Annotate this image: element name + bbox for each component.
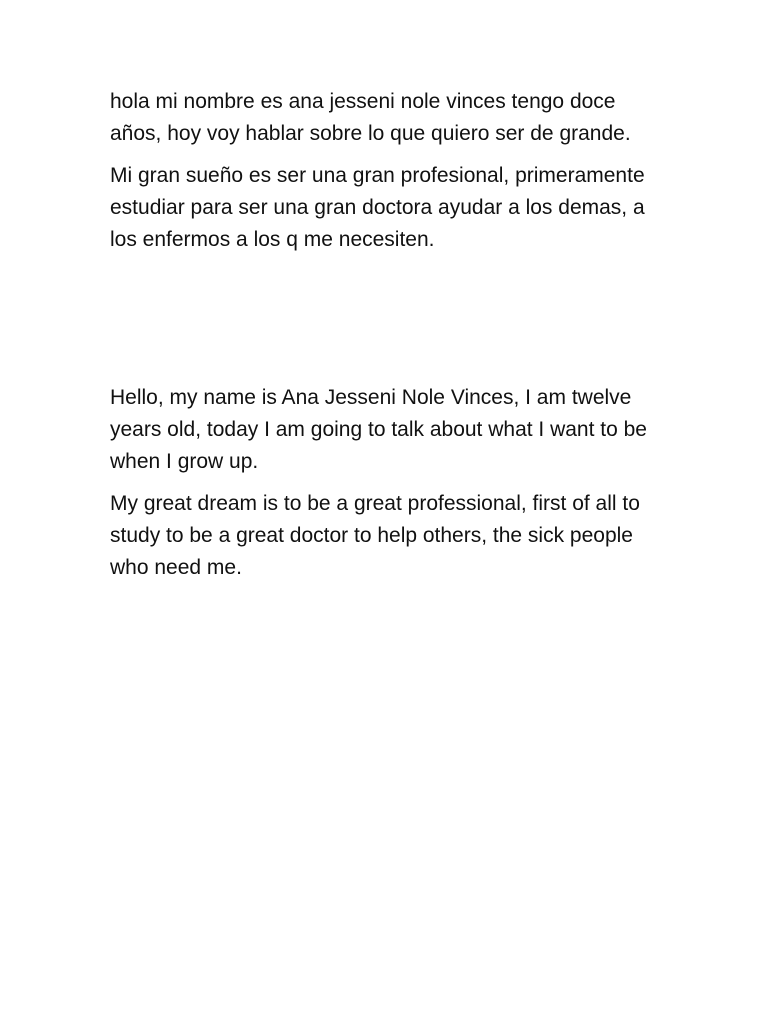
spanish-text <box>110 86 670 256</box>
document-body <box>110 86 670 594</box>
english-text <box>110 382 670 584</box>
english-paragraph-1: Hello, my name is Ana Jesseni Nole Vinces, I am twelve years old, today I am going to talk about what I want to be when I grow up. <box>110 386 647 473</box>
section-spacer <box>110 266 670 382</box>
spanish-paragraph-2: Mi gran sueño es ser una gran profesional, primeramente estudiar para ser una gran doctora ayudar a los demas, a los enfermos a los q me necesiten. <box>110 164 645 251</box>
spanish-paragraph-1: hola mi nombre es ana jesseni nole vinces tengo doce años, hoy voy hablar sobre lo que quiero ser de grande. <box>110 90 631 145</box>
english-paragraph-2: My great dream is to be a great professional, first of all to study to be a great doctor to help others, the sick people who need me. <box>110 492 640 579</box>
